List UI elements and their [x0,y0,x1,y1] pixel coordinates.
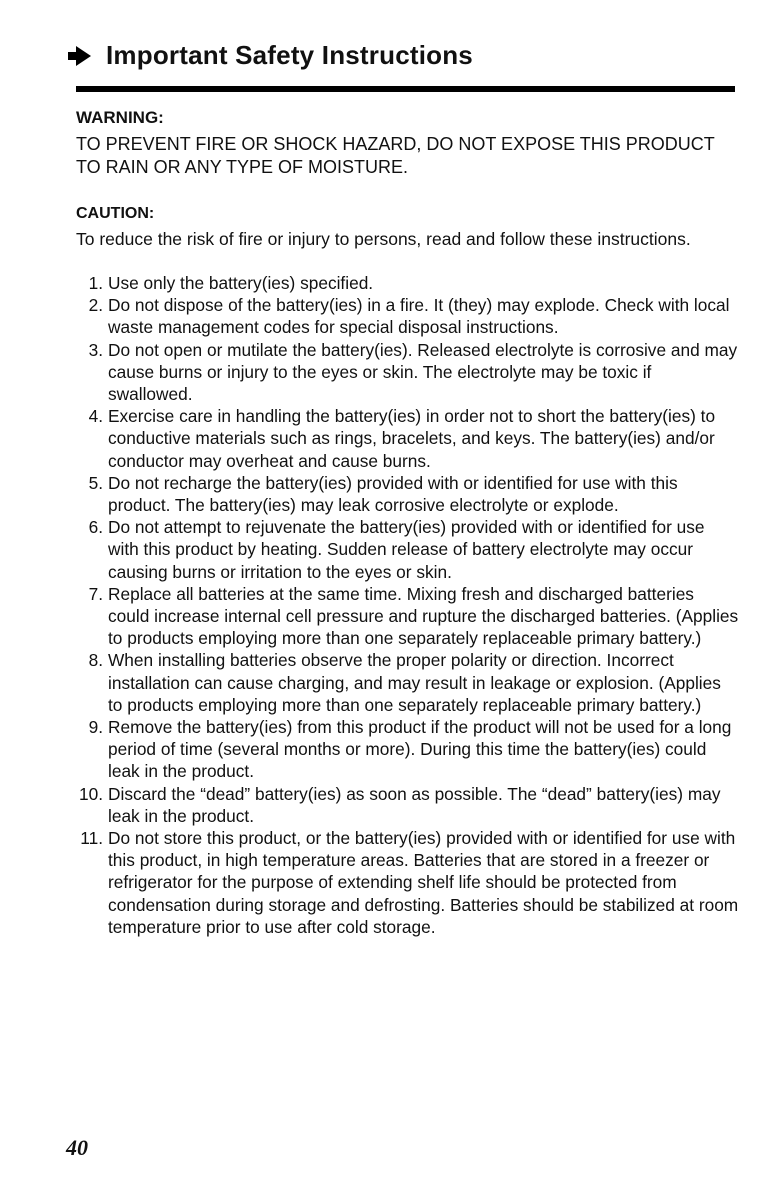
warning-text: TO PREVENT FIRE OR SHOCK HAZARD, DO NOT EXPOSE THIS PRODUCT TO RAIN OR ANY TYPE OF MOISTURE. [76,134,715,177]
item-text: Use only the battery(ies) specified. [108,273,374,293]
warning-label: WARNING: [76,108,164,127]
list-item [76,716,740,783]
item-text: Do not recharge the battery(ies) provided with or identified for use with this product. The battery(ies) may leak corrosive electrolyte or explode. [108,472,678,516]
arrow-right-icon [66,45,92,67]
item-text: Replace all batteries at the same time. Mixing fresh and discharged batteries could increase internal cell pressure and rupture the discharged batteries. (Applies to products employing more than one separately replaceable primary battery.) [108,583,739,649]
item-text: Discard the “dead” battery(ies) as soon as possible. The “dead” battery(ies) may leak in the product. [108,783,721,826]
item-number: 7. [88,583,103,604]
item-number: 9. [88,717,103,738]
list-item [76,649,740,716]
item-number: 8. [88,650,103,671]
list-item [76,339,740,406]
page-title: Important Safety Instructions [106,40,473,70]
item-number: 6. [88,517,103,538]
list-item [76,516,740,583]
item-text: Do not attempt to rejuvenate the battery(ies) provided with or identified for use with this product by heating. Sudden release of battery electrolyte may occur causing burns or irritation to the eyes or skin. [108,517,705,582]
list-item [76,472,740,516]
list-item [76,583,740,650]
item-text: Remove the battery(ies) from this product if the product will not be used for a long period of time (several months or more). During this time the battery(ies) could leak in the product. [108,717,732,782]
list-item [76,827,740,938]
item-text: Do not store this product, or the battery(ies) provided with or identified for use with this product, in high temperature areas. Batteries that are stored in a freezer or refrigerator for the purpose of extending shelf life should be protected from condensation during storage and defrosting. Batteries should be stabilized at room temperature prior to use after cold storage. [108,828,739,937]
item-text: Exercise care in handling the battery(ies) in order not to short the battery(ies) to conductive materials such as rings, bracelets, and keys. The battery(ies) and/or conductor may overheat and cause burns. [108,406,716,471]
list-item [76,783,740,827]
caution-intro: To reduce the risk of fire or injury to persons, read and follow these instructions. [76,229,691,249]
title-divider [76,86,735,92]
page-number: 40 [66,1135,88,1160]
item-text: Do not open or mutilate the battery(ies). Released electrolyte is corrosive and may cause burns or injury to the eyes or skin. The electrolyte may be toxic if swallowed. [108,339,738,405]
item-number: 1. [88,273,103,293]
page-header [66,40,473,71]
list-item [76,405,740,472]
item-number: 5. [88,472,103,493]
item-number: 2. [88,295,103,316]
list-item [76,272,740,294]
list-item [76,294,740,338]
item-number: 3. [88,339,103,360]
item-number: 4. [88,406,103,427]
item-text: When installing batteries observe the proper polarity or direction. Incorrect installation can cause charging, and may result in leakage or explosion. (Applies to products employing more than one separately replaceable primary battery.) [108,650,721,715]
item-number: 10. [78,783,103,804]
item-number: 11. [80,828,103,849]
instruction-list [76,272,740,938]
item-text: Do not dispose of the battery(ies) in a fire. It (they) may explode. Check with local waste management codes for special disposal instructions. [108,295,730,338]
caution-label: CAUTION: [76,205,155,222]
